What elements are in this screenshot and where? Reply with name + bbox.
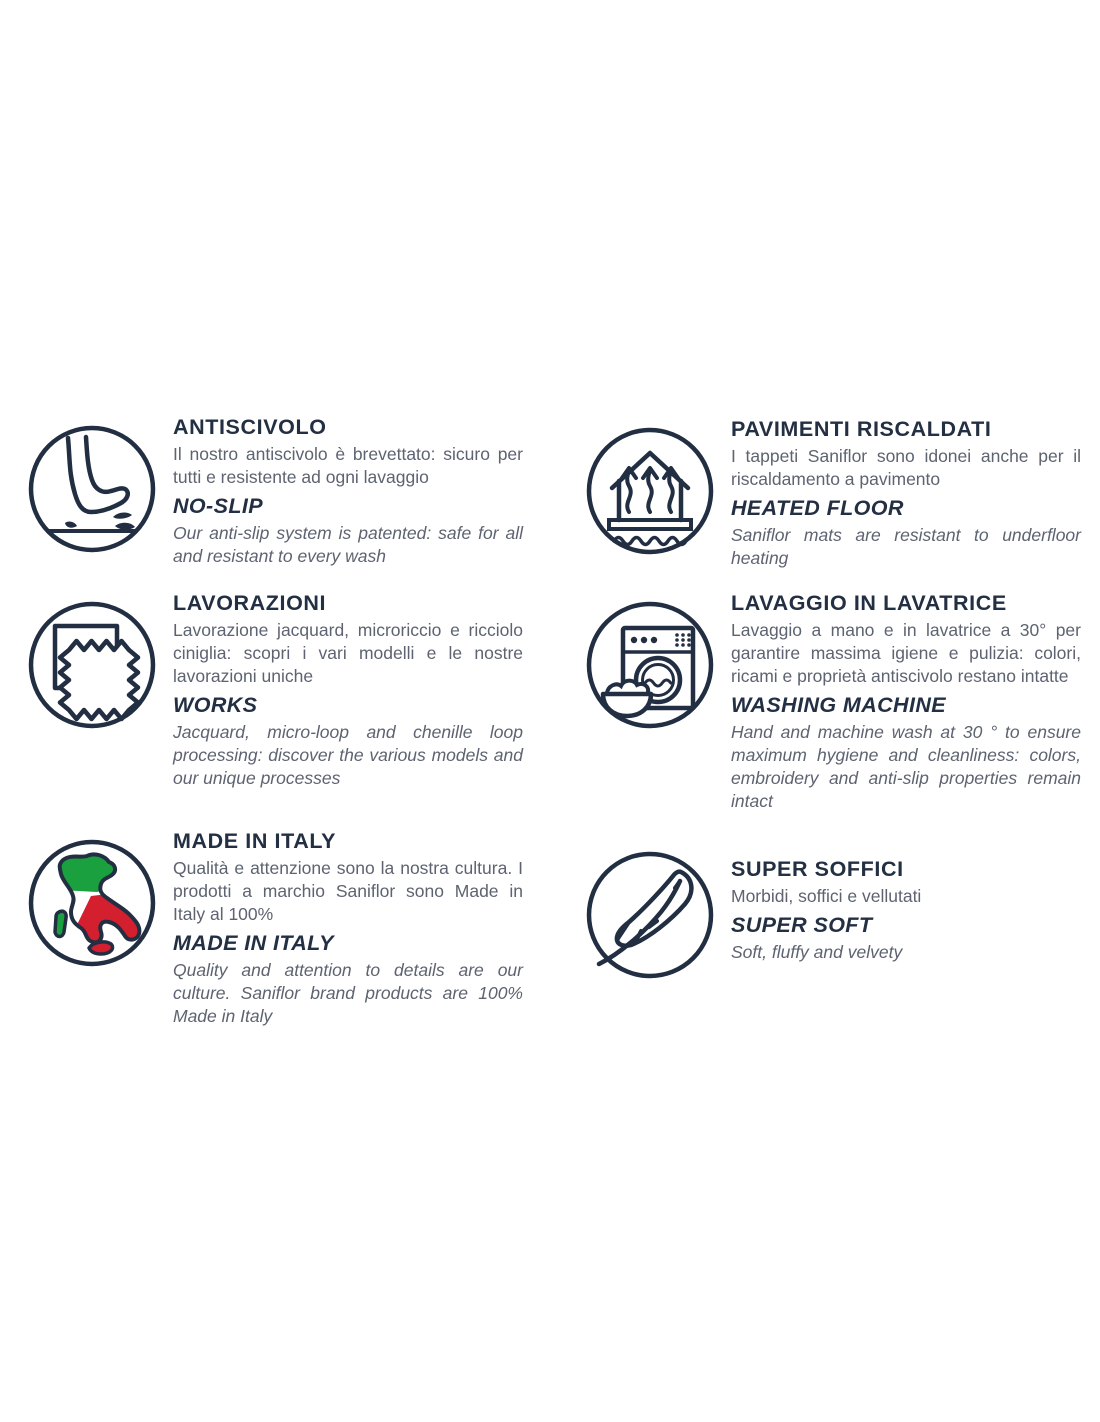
title-it: PAVIMENTI RISCALDATI (731, 417, 992, 441)
title-en: HEATED FLOOR (731, 496, 904, 520)
no-slip-foot-icon (25, 422, 159, 556)
feature-text-pavimenti (731, 416, 1081, 570)
feature-super-soffici (583, 846, 1081, 982)
title-it: ANTISCIVOLO (173, 415, 327, 439)
feature-text-made-in-italy (173, 828, 523, 1028)
title-it: SUPER SOFFICI (731, 857, 904, 881)
body-it: I tappeti Saniflor sono idonei anche per il riscaldamento a pavimento (731, 446, 1081, 489)
no-slip-icon-circle (25, 422, 159, 556)
title-en: WORKS (173, 693, 258, 717)
italy-map-icon (25, 836, 159, 970)
feather-icon (583, 848, 717, 982)
heated-floor-icon (583, 424, 717, 558)
body-en: Quality and attention to details are our culture. Saniflor brand products are 100% Made in Italy (173, 960, 523, 1026)
feature-text-antiscivolo (173, 414, 523, 568)
body-en: Jacquard, micro-loop and chenille loop processing: discover the various models and our unique processes (173, 722, 523, 788)
body-en: Saniflor mats are resistant to underfloor heating (731, 525, 1081, 568)
feature-made-in-italy (25, 828, 523, 1028)
title-en: NO-SLIP (173, 494, 263, 518)
heated-floor-icon-circle (583, 424, 717, 558)
title-it: MADE IN ITALY (173, 829, 337, 853)
body-en: Soft, fluffy and velvety (731, 942, 903, 962)
fabric-swatch-icon (25, 598, 159, 732)
feather-icon-circle (583, 848, 717, 982)
body-en: Our anti-slip system is patented: safe for all and resistant to every wash (173, 523, 523, 566)
title-en: WASHING MACHINE (731, 693, 947, 717)
washing-machine-icon (583, 598, 717, 732)
title-it: LAVORAZIONI (173, 591, 327, 615)
feature-pavimenti-riscaldati (583, 416, 1081, 570)
feature-antiscivolo (25, 414, 523, 568)
fabric-icon-circle (25, 598, 159, 732)
title-en: MADE IN ITALY (173, 931, 334, 955)
feature-lavorazioni (25, 590, 523, 790)
body-en: Hand and machine wash at 30 ° to ensure maximum hygiene and cleanliness: colors, embroidery and anti-slip properties remain intact (731, 722, 1081, 811)
feature-text-lavorazioni (173, 590, 523, 790)
body-it: Lavorazione jacquard, microriccio e ricciolo ciniglia: scopri i vari modelli e le nostre lavorazioni uniche (173, 620, 523, 686)
body-it: Morbidi, soffici e vellutati (731, 886, 922, 906)
title-en: SUPER SOFT (731, 913, 873, 937)
feature-lavaggio (583, 590, 1081, 813)
body-it: Lavaggio a mano e in lavatrice a 30° per garantire massima igiene e pulizia: colori, ricami e proprietà antiscivolo restano intatte (731, 620, 1081, 686)
body-it: Qualità e attenzione sono la nostra cultura. I prodotti a marchio Saniflor sono Made in Italy al 100% (173, 858, 523, 924)
feature-text-lavaggio (731, 590, 1081, 813)
feature-text-super-soffici (731, 856, 1081, 964)
body-it: Il nostro antiscivolo è brevettato: sicuro per tutti e resistente ad ogni lavaggio (173, 444, 523, 487)
title-it: LAVAGGIO IN LAVATRICE (731, 591, 1007, 615)
italy-icon-circle (25, 836, 159, 970)
washing-machine-icon-circle (583, 598, 717, 732)
